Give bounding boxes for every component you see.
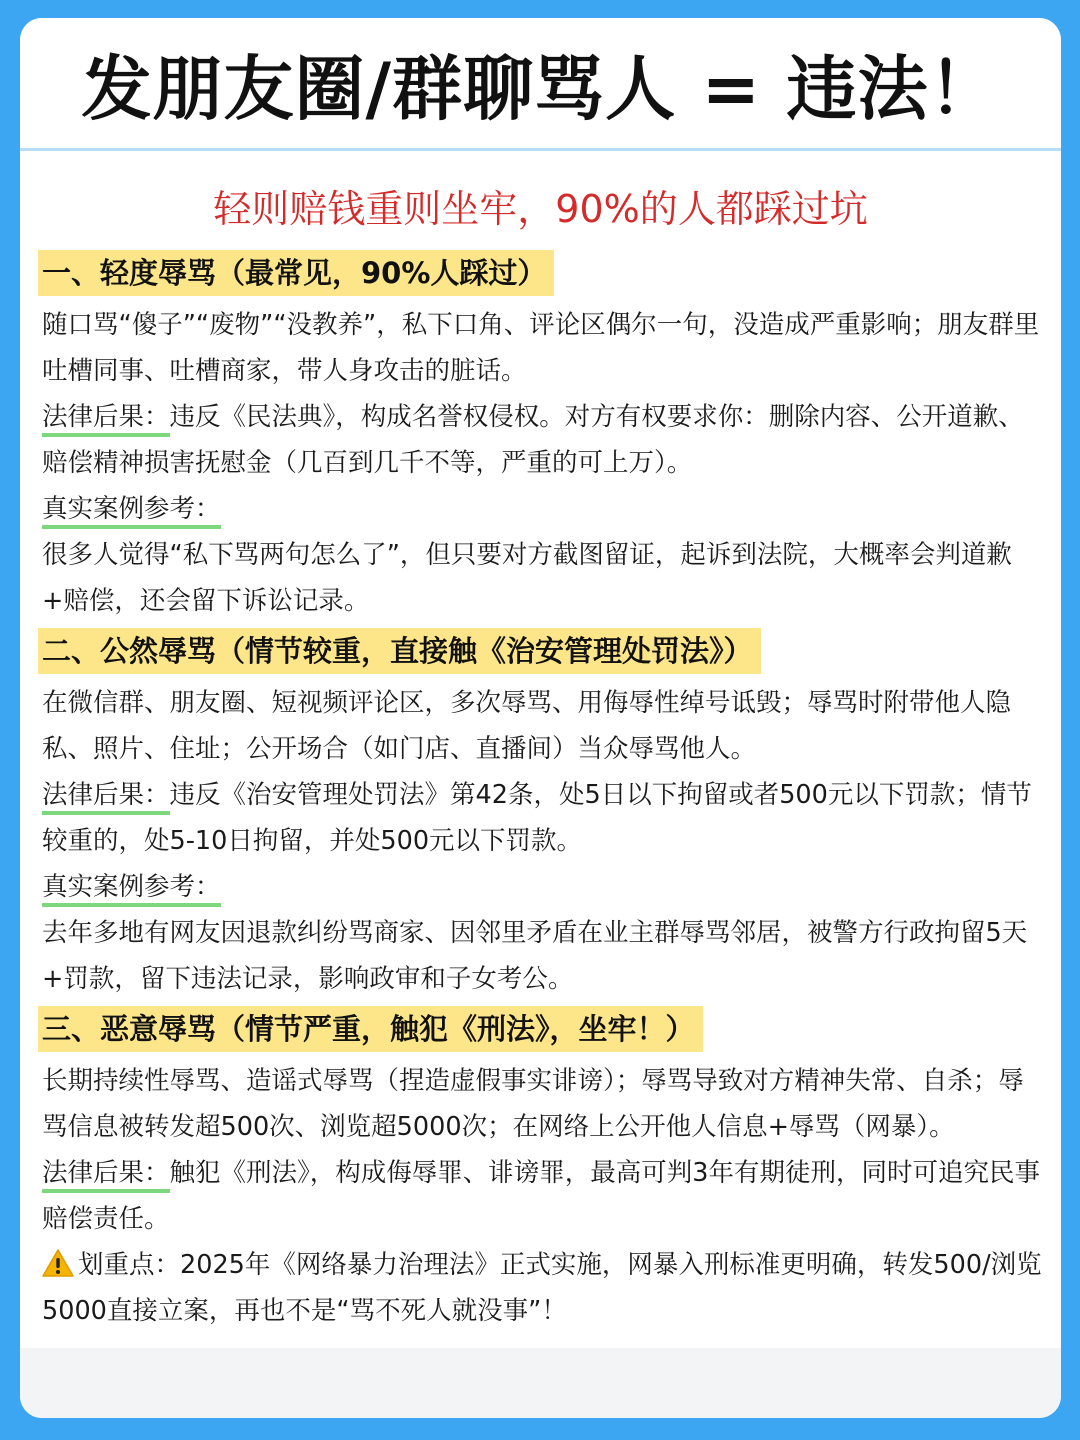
section-case-label-1 xyxy=(38,486,1048,532)
title-band xyxy=(20,18,1061,148)
page-title: 发朋友圈/群聊骂人 = 违法！ xyxy=(81,47,1000,130)
poster-card xyxy=(20,18,1061,1418)
section-heading-1: 一、轻度辱骂（最常见，90%人踩过） xyxy=(38,250,554,296)
section-description-3: 长期持续性辱骂、造谣式辱骂（捏造虚假事实诽谤）；辱骂导致对方精神失常、自杀；辱骂信息被转发超500次、浏览超5000次；在网络上公开他人信息+辱骂（网暴）。 xyxy=(42,1066,1024,1142)
case-label: 真实案例参考： xyxy=(42,494,221,529)
section-case-text-2: 去年多地有网友因退款纠纷骂商家、因邻里矛盾在业主群辱骂邻居，被警方行政拘留5天+罚款，留下违法记录，影响政审和子女考公。 xyxy=(42,918,1028,994)
section-consequence-3 xyxy=(38,1150,1048,1242)
warning-icon xyxy=(42,1249,74,1277)
subtitle: 轻则赔钱重则坐牢，90%的人都踩过坑 xyxy=(213,187,868,231)
consequence-label: 法律后果： xyxy=(42,402,170,437)
consequence-text: 违反《治安管理处罚法》第42条，处5日以下拘留或者500元以下罚款；情节较重的，处5-10日拘留，并处500元以下罚款。 xyxy=(42,780,1032,856)
consequence-text: 触犯《刑法》，构成侮辱罪、诽谤罪，最高可判3年有期徒刑，同时可追究民事赔偿责任。 xyxy=(42,1158,1040,1234)
section-consequence-2 xyxy=(38,772,1048,864)
section-heading-3: 三、恶意辱骂（情节严重，触犯《刑法》，坐牢！） xyxy=(38,1006,703,1052)
section-description-1: 随口骂“傻子”“废物”“没教养”，私下口角、评论区偶尔一句，没造成严重影响；朋友群里吐槽同事、吐槽商家，带人身攻击的脏话。 xyxy=(42,310,1040,386)
content xyxy=(38,246,1048,1334)
section-description-2: 在微信群、朋友圈、短视频评论区，多次辱骂、用侮辱性绰号诋毁；辱骂时附带他人隐私、照片、住址；公开场合（如门店、直播间）当众辱骂他人。 xyxy=(42,688,1012,764)
bottom-bar xyxy=(20,1348,1061,1418)
key-point-text: 划重点：2025年《网络暴力治理法》正式实施，网暴入刑标准更明确，转发500/浏览5000直接立案，再也不是“骂不死人就没事”！ xyxy=(42,1250,1042,1326)
consequence-label: 法律后果： xyxy=(42,780,170,815)
consequence-label: 法律后果： xyxy=(42,1158,170,1193)
section-case-label-2 xyxy=(38,864,1048,910)
key-point xyxy=(38,1242,1048,1334)
case-label: 真实案例参考： xyxy=(42,872,221,907)
section-consequence-1 xyxy=(38,394,1048,486)
section-heading-2: 二、公然辱骂（情节较重，直接触《治安管理处罚法》） xyxy=(38,628,761,674)
consequence-text: 违反《民法典》，构成名誉权侵权。对方有权要求你：删除内容、公开道歉、赔偿精神损害抚慰金（几百到几千不等，严重的可上万）。 xyxy=(42,402,1024,478)
section-case-text-1: 很多人觉得“私下骂两句怎么了”，但只要对方截图留证，起诉到法院，大概率会判道歉+赔偿，还会留下诉讼记录。 xyxy=(42,540,1012,616)
title-divider xyxy=(20,148,1061,151)
